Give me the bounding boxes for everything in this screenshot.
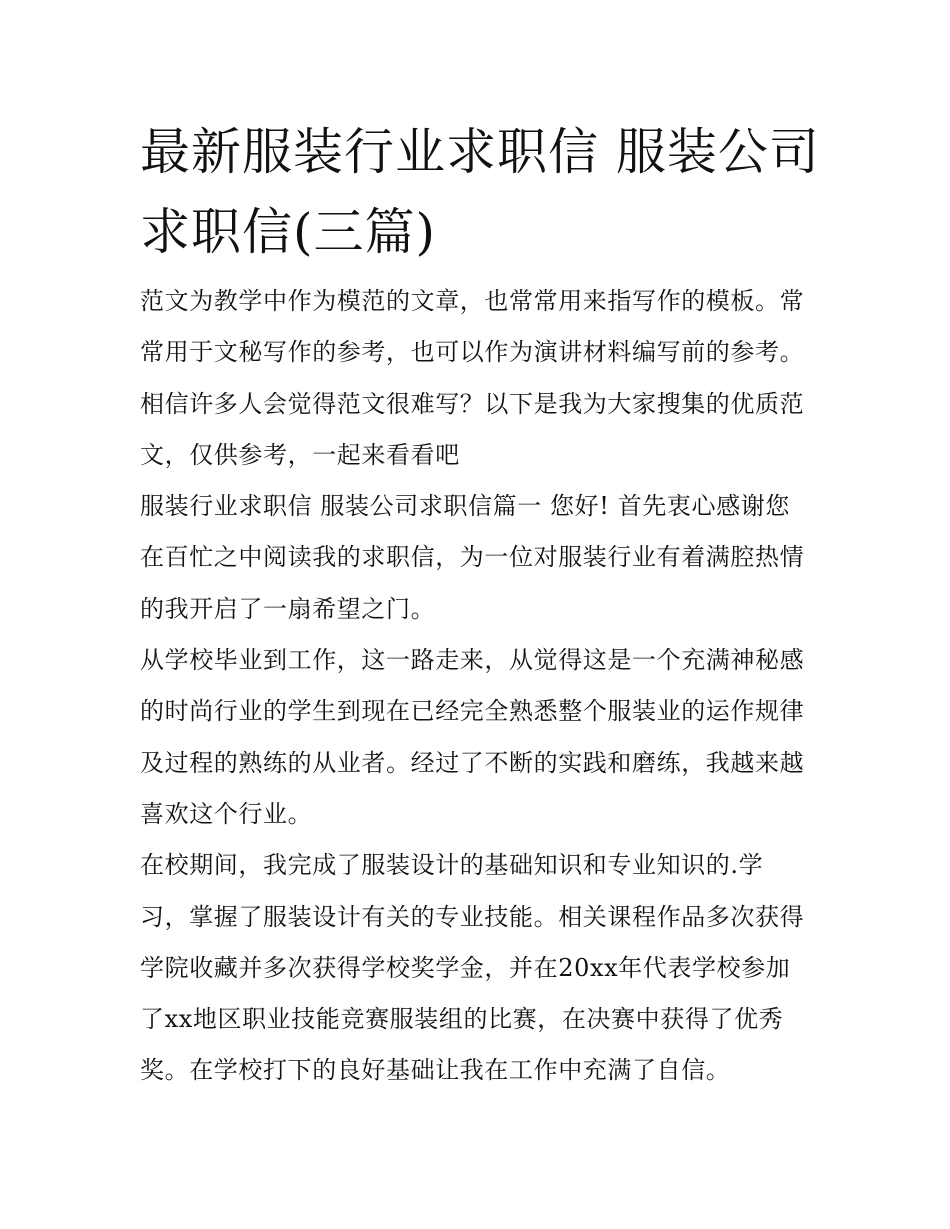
body-line: 及过程的熟练的从业者。经过了不断的实践和磨练，我越来越 [140, 748, 805, 777]
body-line: 的时尚行业的学生到现在已经完全熟悉整个服装业的运作规律 [140, 697, 805, 726]
document-body [140, 280, 820, 1101]
body-line: 奖。在学校打下的良好基础让我在工作中充满了自信。 [140, 1056, 731, 1085]
body-line: 在百忙之中阅读我的求职信，为一位对服装行业有着满腔热情 [140, 543, 805, 572]
body-line: 服装行业求职信 服装公司求职信篇一 您好! 首先衷心感谢您 [140, 492, 790, 521]
body-line: 常用于文秘写作的参考，也可以作为演讲材料编写前的参考。 [140, 338, 805, 367]
body-line: 从学校毕业到工作，这一路走来，从觉得这是一个充满神秘感 [140, 646, 805, 675]
title-line-2: 求职信(三篇) [140, 203, 437, 261]
body-line: 的我开启了一扇希望之门。 [140, 594, 436, 623]
body-line: 了xx地区职业技能竞赛服装组的比赛，在决赛中获得了优秀 [140, 1005, 784, 1034]
body-line: 学院收藏并多次获得学校奖学金，并在20xx年代表学校参加 [140, 953, 791, 982]
body-line: 在校期间，我完成了服装设计的基础知识和专业知识的.学 [140, 851, 764, 880]
body-line: 范文为教学中作为模范的文章，也常常用来指写作的模板。常 [140, 287, 805, 315]
title-line-1: 最新服装行业求职信 服装公司 [140, 123, 820, 181]
body-line: 文，仅供参考，一起来看看吧 [140, 440, 460, 469]
body-line: 习，掌握了服装设计有关的专业技能。相关课程作品多次获得 [140, 902, 805, 931]
body-line: 相信许多人会觉得范文很难写？以下是我为大家搜集的优质范 [140, 389, 805, 418]
body-line: 喜欢这个行业。 [140, 799, 313, 828]
document-title [140, 112, 820, 272]
